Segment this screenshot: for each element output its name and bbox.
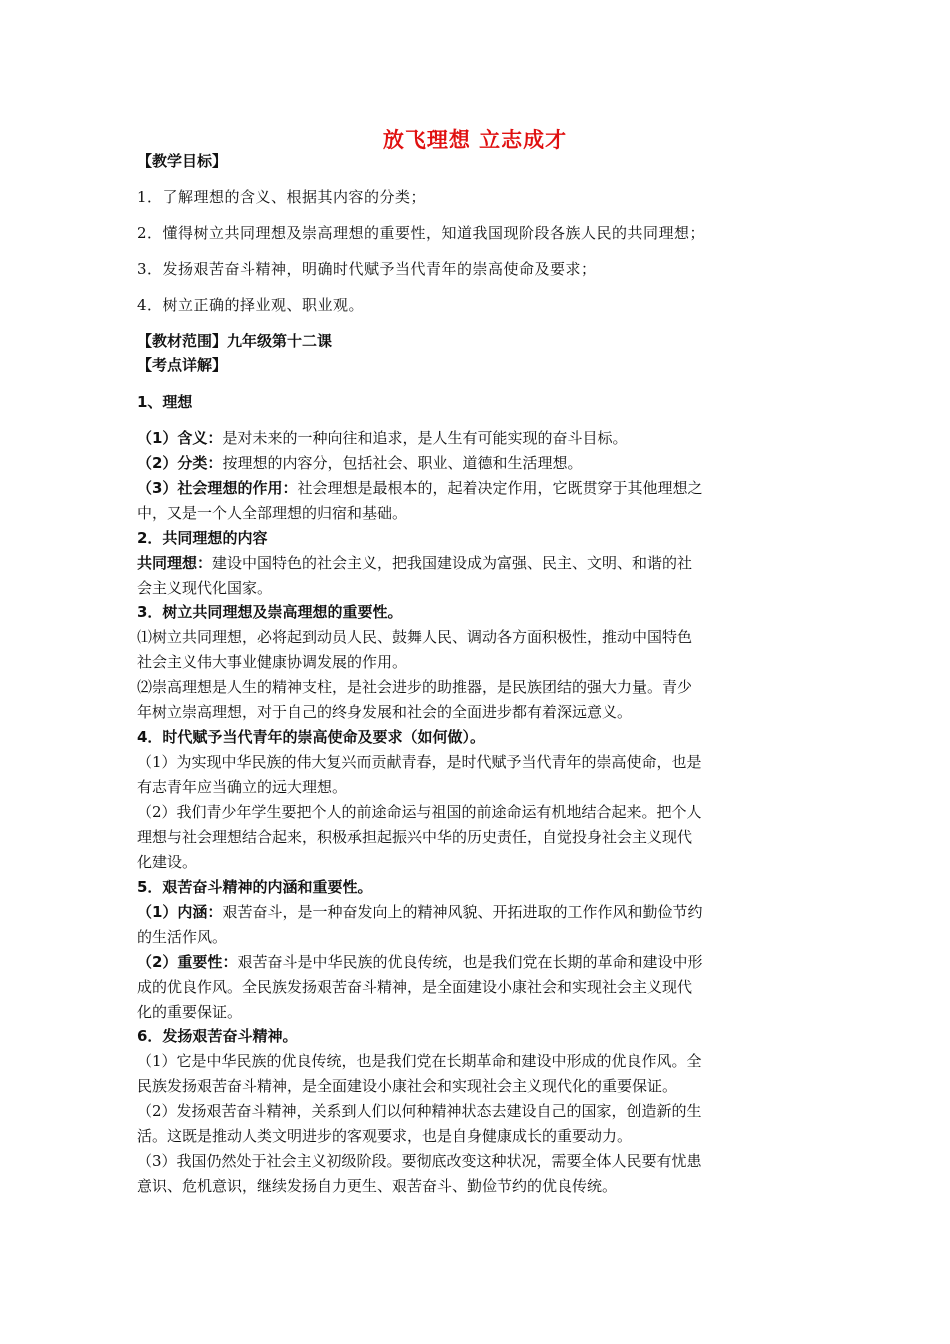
paragraph-continued: 民族发扬艰苦奋斗精神，是全面建设小康社会和实现社会主义现代化的重要保证。 <box>137 1077 678 1095</box>
term-label: （2）重要性： <box>137 953 238 971</box>
goal-item: 3．发扬艰苦奋斗精神，明确时代赋予当代青年的崇高使命及要求； <box>137 260 597 278</box>
paragraph-continued: 会主义现代化国家。 <box>137 579 273 597</box>
paragraph-continued: 活。这既是推动人类文明进步的客观要求，也是自身健康成长的重要动力。 <box>137 1127 633 1145</box>
paragraph: （2）发扬艰苦奋斗精神，关系到人们以何种精神状态去建设自己的国家，创造新的生 <box>137 1102 702 1120</box>
term-label: （3）社会理想的作用： <box>137 479 298 497</box>
paragraph-continued: 中，又是一个人全部理想的归宿和基础。 <box>137 504 408 522</box>
paragraph: ⑴树立共同理想，必将起到动员人民、鼓舞人民、调动各方面积极性，推动中国特色 <box>137 628 693 646</box>
term-label: 共同理想： <box>137 554 213 572</box>
section-2-heading: 2．共同理想的内容 <box>137 529 268 547</box>
paragraph <box>137 426 777 451</box>
paragraph <box>137 476 777 501</box>
paragraph <box>137 900 777 925</box>
paragraph-continued: 意识、危机意识，继续发扬自力更生、艰苦奋斗、勤俭节约的优良传统。 <box>137 1177 618 1195</box>
paragraph: （3）我国仍然处于社会主义初级阶段。要彻底改变这种状况，需要全体人民要有忧患 <box>137 1152 702 1170</box>
term-text: 建设中国特色的社会主义，把我国建设成为富强、民主、文明、和谐的社 <box>212 554 693 572</box>
paragraph <box>137 451 777 476</box>
paragraph-continued: 理想与社会理想结合起来，积极承担起振兴中华的历史责任，自觉投身社会主义现代 <box>137 828 693 846</box>
term-label: （1）内涵： <box>137 903 223 921</box>
goal-item: 2．懂得树立共同理想及崇高理想的重要性，知道我国现阶段各族人民的共同理想； <box>137 224 706 242</box>
goal-item: 1．了解理想的含义、根据其内容的分类； <box>137 188 427 206</box>
paragraph: ⑵崇高理想是人生的精神支柱，是社会进步的助推器，是民族团结的强大力量。青少 <box>137 678 693 696</box>
paragraph-continued: 年树立崇高理想，对于自己的终身发展和社会的全面进步都有着深远意义。 <box>137 703 633 721</box>
paragraph <box>137 950 777 975</box>
document-title: 放飞理想 立志成才 <box>382 128 568 152</box>
paragraph <box>137 551 777 576</box>
paragraph-continued: 化的重要保证。 <box>137 1003 243 1021</box>
term-label: （1）含义： <box>137 429 223 447</box>
section-6-heading: 6．发扬艰苦奋斗精神。 <box>137 1027 298 1045</box>
details-heading: 【考点详解】 <box>137 356 228 374</box>
paragraph-continued: 成的优良作风。全民族发扬艰苦奋斗精神，是全面建设小康社会和实现社会主义现代 <box>137 978 693 996</box>
scope-heading: 【教材范围】九年级第十二课 <box>137 332 333 350</box>
paragraph-continued: 社会主义伟大事业健康协调发展的作用。 <box>137 653 408 671</box>
term-label: （2）分类： <box>137 454 223 472</box>
section-3-heading: 3．树立共同理想及崇高理想的重要性。 <box>137 603 403 621</box>
goal-item: 4．树立正确的择业观、职业观。 <box>137 296 365 314</box>
paragraph-continued: 化建设。 <box>137 853 198 871</box>
goals-heading: 【教学目标】 <box>137 152 228 170</box>
section-1-heading: 1、理想 <box>137 393 193 411</box>
term-text: 社会理想是最根本的，起着决定作用，它既贯穿于其他理想之 <box>297 479 703 497</box>
paragraph: （2）我们青少年学生要把个人的前途命运与祖国的前途命运有机地结合起来。把个人 <box>137 803 702 821</box>
term-text: 是对未来的一种向往和追求，是人生有可能实现的奋斗目标。 <box>222 429 628 447</box>
paragraph: （1）为实现中华民族的伟大复兴而贡献青春，是时代赋予当代青年的崇高使命，也是 <box>137 753 702 771</box>
term-text: 艰苦奋斗是中华民族的优良传统，也是我们党在长期的革命和建设中形 <box>237 953 703 971</box>
section-5-heading: 5．艰苦奋斗精神的内涵和重要性。 <box>137 878 373 896</box>
term-text: 艰苦奋斗，是一种奋发向上的精神风貌、开拓进取的工作作风和勤俭节约 <box>222 903 703 921</box>
paragraph: （1）它是中华民族的优良传统，也是我们党在长期革命和建设中形成的优良作风。全 <box>137 1052 702 1070</box>
paragraph-continued: 的生活作风。 <box>137 928 228 946</box>
term-text: 按理想的内容分，包括社会、职业、道德和生活理想。 <box>222 454 583 472</box>
paragraph-continued: 有志青年应当确立的远大理想。 <box>137 778 348 796</box>
section-4-heading: 4．时代赋予当代青年的崇高使命及要求（如何做）。 <box>137 728 485 746</box>
